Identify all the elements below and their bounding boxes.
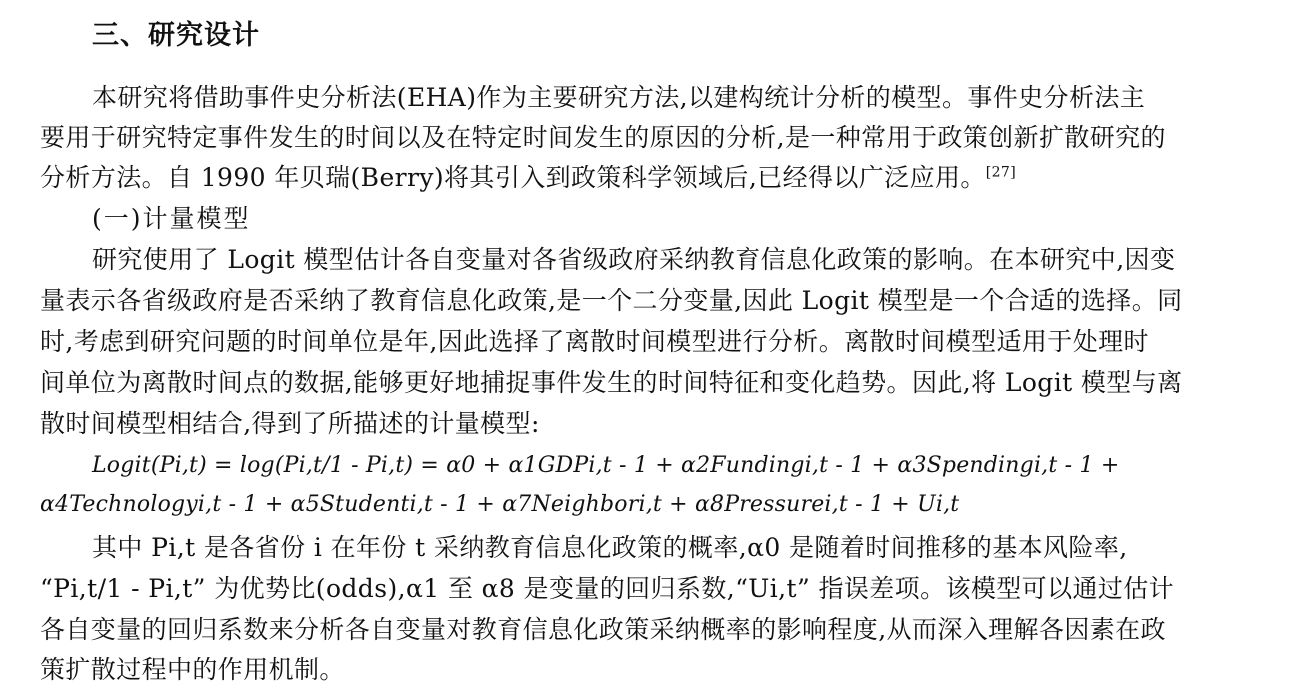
equation-line-2: α4Technologyi,t - 1 + α5Studenti,t - 1 + α7Neighbori,t + α8Pressurei,t - 1 + Ui,t [40,492,960,517]
equation-line-1: Logit(Pi,t) = log(Pi,t/1 - Pi,t) = α0 + α1GDPi,t - 1 + α2Fundingi,t - 1 + α3Spendingi,t - 1 + [92,453,1120,478]
model-line-4: 间单位为离散时间点的数据,能够更好地捕捉事件发生的时间特征和变化趋势。因此,将 Logit 模型与离 [40,368,1183,397]
explanation-line-3: 各自变量的回归系数来分析各自变量对教育信息化政策采纳概率的影响程度,从而深入理解各因素在政 [40,615,1166,644]
explanation-line-1: 其中 Pi,t 是各省份 i 在年份 t 采纳教育信息化政策的概率,α0 是随着时间推移的基本风险率, [92,533,1128,562]
intro-line-1: 本研究将借助事件史分析法(EHA)作为主要研究方法,以建构统计分析的模型。事件史分析法主 [92,83,1146,112]
model-line-2: 量表示各省级政府是否采纳了教育信息化政策,是一个二分变量,因此 Logit 模型是一个合适的选择。同 [40,286,1183,315]
model-line-5: 散时间模型相结合,得到了所描述的计量模型: [40,409,540,438]
intro-line-3 [40,158,1016,198]
explanation-line-2: “Pi,t/1 - Pi,t” 为优势比(odds),α1 至 α8 是变量的回归系数,“Ui,t” 指误差项。该模型可以通过估计 [40,574,1175,603]
intro-line-2: 要用于研究特定事件发生的时间以及在特定时间发生的原因的分析,是一种常用于政策创新扩散研究的 [40,123,1166,152]
model-line-3: 时,考虑到研究问题的时间单位是年,因此选择了离散时间模型进行分析。离散时间模型适用于处理时 [40,327,1149,356]
intro-line-3-text: 分析方法。自 1990 年贝瑞(Berry)将其引入到政策科学领域后,已经得以广泛应用。 [40,163,986,192]
explanation-line-4: 策扩散过程中的作用机制。 [40,655,345,684]
citation-marker: [27] [985,164,1017,181]
model-line-1: 研究使用了 Logit 模型估计各自变量对各省级政府采纳教育信息化政策的影响。在本研究中,因变 [92,245,1176,274]
subsection-heading: (一)计量模型 [92,204,251,233]
section-heading: 三、研究设计 [92,20,260,51]
